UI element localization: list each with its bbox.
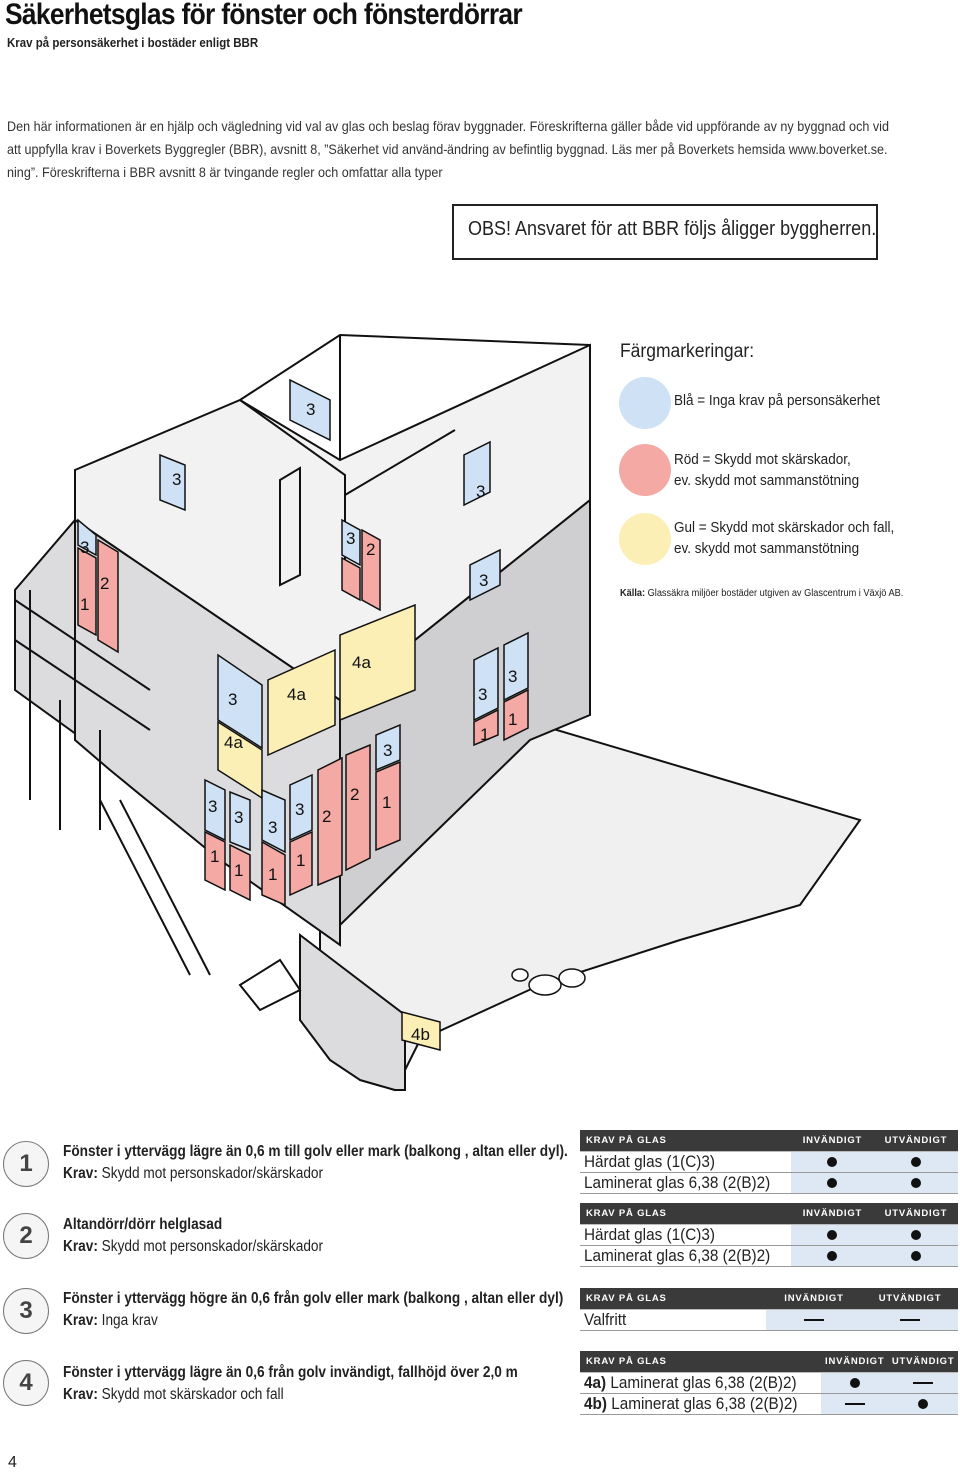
dot-icon [850,1378,860,1388]
table-row: Laminerat glas 6,38 (2(B)2) [580,1173,958,1194]
glass-label: 3 [268,818,278,837]
req-table-2: KRAV PÅ GLAS INVÄNDIGT UTVÄNDIGT Härdat glas (1(C)3) Laminerat glas 6,38 (2(B)2) [580,1203,958,1267]
dot-icon [827,1251,837,1261]
req-table-1: KRAV PÅ GLAS INVÄNDIGT UTVÄNDIGT Härdat glas (1(C)3) Laminerat glas 6,38 (2(B)2) [580,1130,958,1194]
table-row: Laminerat glas 6,38 (2(B)2) [580,1246,958,1267]
glass-label: 3 [80,538,90,557]
window-blue [474,648,498,720]
dash-icon [804,1319,824,1321]
glass-label: 3 [295,800,305,819]
table-row: 4a) Laminerat glas 6,38 (2(B)2) [580,1373,958,1394]
glass-label: 4a [352,653,371,672]
legend-title: Färgmarkeringar: [620,341,755,362]
glass-label: 3 [476,482,486,501]
glass-label: 4b [411,1025,430,1044]
glass-label: 2 [350,785,360,804]
req-number-4: 4 [3,1360,49,1406]
req-number-2: 2 [3,1213,49,1259]
legend-yellow-text: Gul = Skydd mot skärskador och fall, ev. skydd mot sammanstötning [674,519,895,557]
glass-label: 3 [172,470,182,489]
glass-label: 1 [480,725,490,744]
intro-line: av byggnader. Föreskrifterna gäller både vid uppförande av ny byggnad och vid [447,118,889,134]
intro-col-2 [447,115,889,161]
glass-label: 1 [508,710,518,729]
rock [512,969,528,981]
legend-blue-text: Blå = Inga krav på personsäkerhet [674,392,881,409]
intro-col-1 [7,115,448,184]
req-text-4: Fönster i yttervägg lägre än 0,6 från golv invändigt, fallhöjd över 2,0 m Krav: Skydd mot skärskador och fall [63,1364,518,1403]
glass-label: 3 [234,808,244,827]
rock [559,969,585,987]
window-red [78,548,96,635]
req-number-1: 1 [3,1141,49,1187]
glass-label: 1 [234,861,244,880]
table-row: Härdat glas (1(C)3) [580,1225,958,1246]
intro-line: ändring av befintlig byggnad. Läs mer på Boverkets hemsida www.boverket.se. [447,141,888,157]
req-table-4: KRAV PÅ GLAS INVÄNDIGT UTVÄNDIGT 4a) Laminerat glas 6,38 (2(B)2) 4b) Laminerat glas 6,38 (2(B)2) [580,1351,958,1415]
dot-icon [911,1251,921,1261]
intro-line: Den här informationen är en hjälp och vägledning vid val av glas och beslag för [7,118,448,134]
glass-label: 4a [224,733,243,752]
obs-text: OBS! Ansvaret för att BBR följs åligger byggherren. [468,218,877,240]
glass-label: 3 [228,690,238,709]
req-text-2: Altandörr/dörr helglasad Krav: Skydd mot personskador/skärskador [63,1216,324,1255]
dot-icon [911,1230,921,1240]
glass-label: 4a [287,685,306,704]
req-text-3: Fönster i yttervägg högre än 0,6 från golv eller mark (balkong , altan eller dyl) Krav: Inga krav [63,1290,564,1329]
legend-red-text: Röd = Skydd mot skärskador, ev. skydd mot sammanstötning [674,451,860,489]
glass-label: 2 [322,807,332,826]
req-number-3: 3 [3,1288,49,1334]
obs-box [452,204,878,260]
steps [240,960,300,1010]
intro-line: ning”. Föreskrifterna i BBR avsnitt 8 är tvingande regler och omfattar alla typer [7,164,443,180]
glass-label: 3 [479,571,489,590]
page-subtitle: Krav på personsäkerhet i bostäder enligt BBR [7,36,259,50]
glass-label: 3 [383,741,393,760]
glass-label: 3 [508,667,518,686]
house-illustration [0,320,960,1110]
dot-icon [911,1157,921,1167]
glass-label: 1 [268,865,278,884]
intro-line: att uppfylla krav i Boverkets Byggregler (BBR), avsnitt 8, ”Säkerhet vid använd- [7,141,448,157]
page-number: 4 [8,1454,17,1471]
legend-source: Källa: Glassäkra miljöer bostäder utgiven av Glascentrum i Växjö AB. [620,588,904,599]
dash-icon [913,1382,933,1384]
dash-icon [900,1319,920,1321]
glass-label: 3 [208,797,218,816]
table-row: Valfritt [580,1310,958,1331]
req-table-3: KRAV PÅ GLAS INVÄNDIGT UTVÄNDIGT Valfritt [580,1288,958,1331]
glass-label: 1 [296,851,306,870]
req-text-1: Fönster i yttervägg lägre än 0,6 m till golv eller mark (balkong , altan eller dyl). Krav: Skydd mot personskador/skärskador [63,1143,568,1182]
glass-label: 3 [478,685,488,704]
glass-label: 2 [100,574,110,593]
dot-icon [827,1157,837,1167]
dash-icon [845,1403,865,1405]
glass-label: 1 [382,793,392,812]
dot-icon [918,1399,928,1409]
glass-label: 1 [210,847,220,866]
rock [529,975,561,995]
glass-label: 1 [80,595,90,614]
page-title: Säkerhetsglas för fönster och fönsterdörrar [5,0,522,31]
dot-icon [911,1178,921,1188]
dot-icon [827,1178,837,1188]
table-row: Härdat glas (1(C)3) [580,1152,958,1173]
glass-label: 3 [306,400,316,419]
window-red [98,540,118,652]
table-row: 4b) Laminerat glas 6,38 (2(B)2) [580,1394,958,1415]
window-red [346,745,370,870]
glass-label: 2 [366,540,376,559]
dot-icon [827,1230,837,1240]
glass-label: 3 [346,529,356,548]
